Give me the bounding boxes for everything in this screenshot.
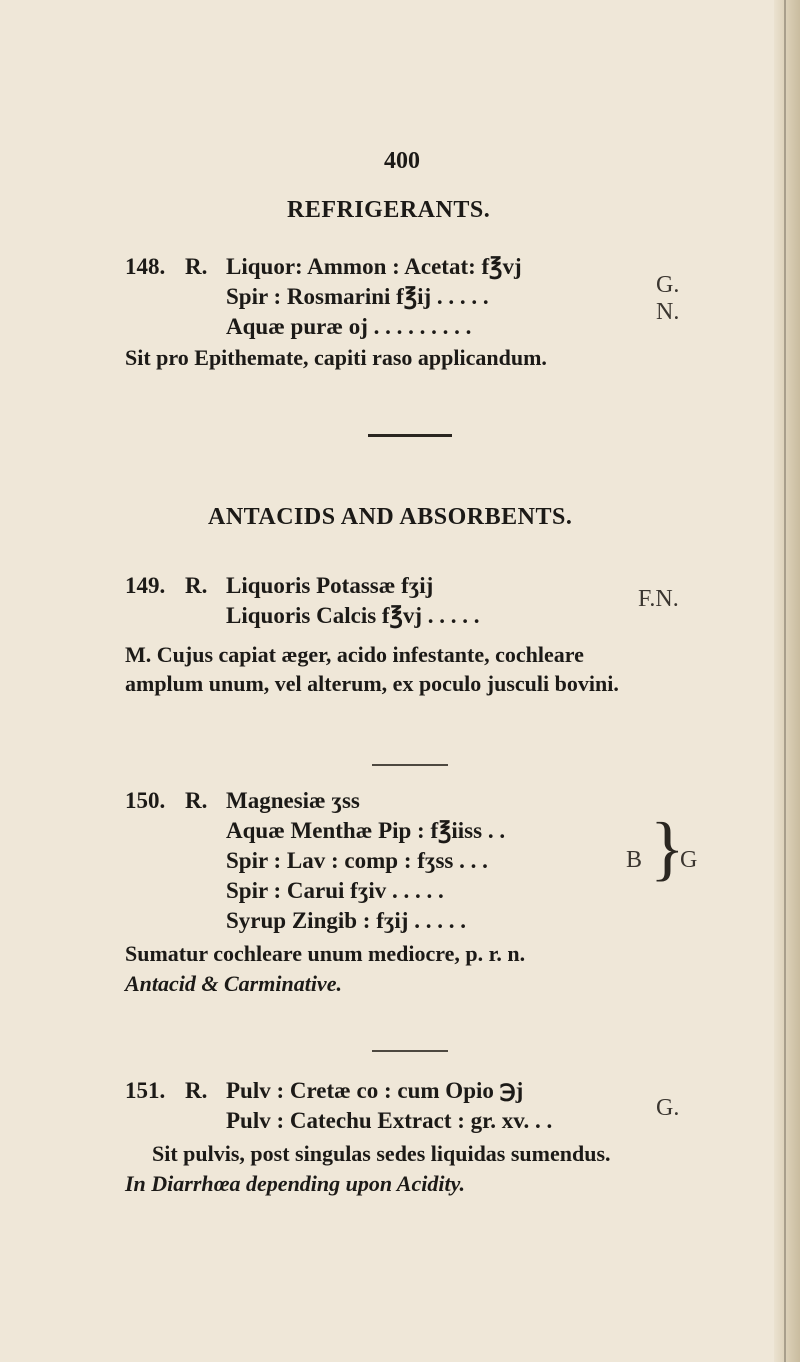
recipe-number: 151. xyxy=(125,1078,166,1103)
recipe-number: 150. xyxy=(125,788,166,813)
recipe-instruction: M. Cujus capiat æger, acido infestante, cochleare xyxy=(125,642,584,667)
author-initial: G. xyxy=(656,272,680,298)
recipe-note: In Diarrhœa depending upon Acidity. xyxy=(125,1171,466,1196)
section-title-antacids: ANTACIDS AND ABSORBENTS. xyxy=(208,504,573,530)
ingredient-line: Spir : Carui fʒiv . . . . . xyxy=(226,878,444,903)
brace-icon: } xyxy=(650,808,685,888)
recipe-divider xyxy=(372,1050,448,1052)
author-initials: F.N. xyxy=(638,586,679,612)
ingredient-line: Spir : Lav : comp : fʒss . . . xyxy=(226,848,488,873)
recipe-instruction: Sit pro Epithemate, capiti raso applicandum. xyxy=(125,345,547,370)
ingredient-line: Liquoris Calcis f℥vj . . . . . xyxy=(226,603,480,628)
recipe-divider xyxy=(372,764,448,766)
section-title-refrigerants: REFRIGERANTS. xyxy=(287,197,491,223)
page-number: 400 xyxy=(384,148,420,174)
recipe-symbol: R. xyxy=(185,254,208,279)
ingredient-line: Pulv : Catechu Extract : gr. xv. . . xyxy=(226,1108,553,1133)
recipe-instruction: amplum unum, vel alterum, ex poculo jusculi bovini. xyxy=(125,671,619,696)
ingredient-line: Magnesiæ ʒss xyxy=(226,788,360,813)
recipe-symbol: R. xyxy=(185,1078,208,1103)
author-initial: G. xyxy=(656,1095,680,1121)
ingredient-line: Liquoris Potassæ fʒij xyxy=(226,573,434,598)
section-divider xyxy=(368,434,452,437)
recipe-instruction: Sit pulvis, post singulas sedes liquidas sumendus. xyxy=(152,1141,611,1166)
author-initial: B xyxy=(626,847,643,873)
recipe-symbol: R. xyxy=(185,573,208,598)
ingredient-line: Liquor: Ammon : Acetat: f℥vj xyxy=(226,254,522,279)
ingredient-line: Aquæ Menthæ Pip : f℥iiss . . xyxy=(226,818,506,843)
recipe-number: 149. xyxy=(125,573,166,598)
recipe-number: 148. xyxy=(125,254,166,279)
recipe-symbol: R. xyxy=(185,788,208,813)
ingredient-line: Pulv : Cretæ co : cum Opio ℈j xyxy=(226,1078,524,1103)
page-edge-line xyxy=(784,0,786,1362)
ingredient-line: Spir : Rosmarini f℥ij . . . . . xyxy=(226,284,489,309)
ingredient-line: Syrup Zingib : fʒij . . . . . xyxy=(226,908,466,933)
author-initial: G xyxy=(680,847,698,873)
author-initial: N. xyxy=(656,299,680,325)
page-edge-shadow xyxy=(774,0,800,1362)
recipe-note: Antacid & Carminative. xyxy=(125,971,342,996)
recipe-instruction: Sumatur cochleare unum mediocre, p. r. n. xyxy=(125,941,526,966)
ingredient-line: Aquæ puræ oj . . . . . . . . . xyxy=(226,314,472,339)
